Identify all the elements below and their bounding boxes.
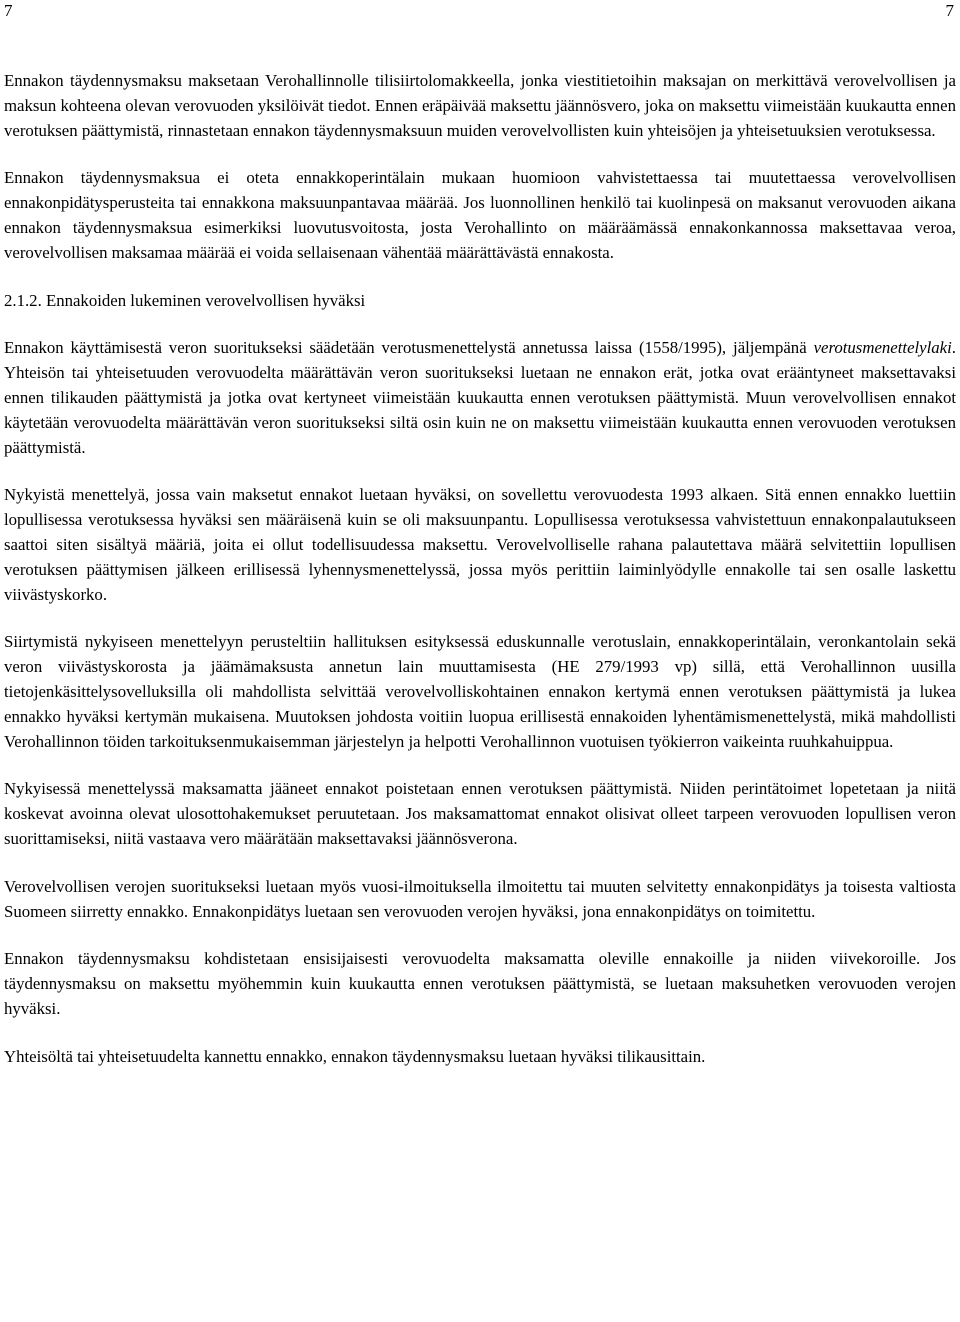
paragraph-3 bbox=[4, 336, 956, 460]
paragraph-3-italic-term: verotusmenettelylaki bbox=[813, 338, 952, 358]
paragraph-4: Nykyistä menettelyä, jossa vain maksetut ennakot luetaan hyväksi, on sovellettu verovuodesta 1993 alkaen. Sitä ennen ennakko luettiin lopullisessa verotuksessa hyväksi sen määräisenä kuin se oli maksuunpantu. Lopullisessa verotuksessa vahvistettuun ennakonpalautukseen saattoi siten sisältyä määriä, joita ei ollut todellisuudessa maksettu. Verovelvolliselle rahana palautettava määrä selvitettiin lopullisen verotuksen päättymisen jälkeen erillisessä lyhennysmenettelyssä, jossa myös perittiin laiminlyödylle ennakolle tai sen osalle laskettu viivästyskorko. bbox=[4, 485, 956, 604]
paragraph-3-part-2: . Yhteisön tai yhteisetuuden verovuodelta määrättävän veron suoritukseksi luetaan ne ennakon erät, jotka ovat erääntyneet maksettavaksi ennen tilikauden päättymistä ja jotka ovat kertyneet viimeistään kuukautta ennen verotuksen päättymistä. Muun verovelvollisen ennakot käytetään verovuodelta määrättävän veron suoritukseksi siltä osin kuin ne on maksettu viimeistään kuukautta ennen verovuoden verotuksen päättymistä. bbox=[4, 338, 956, 457]
paragraph-1: Ennakon täydennysmaksu maksetaan Verohallinnolle tilisiirtolomakkeella, jonka viestitietoihin maksajan on merkittävä verovelvollisen ja maksun kohteena olevan verovuoden yksilöivät tiedot. Ennen eräpäivää maksettu jäännösvero, joka on maksettu viimeistään kuukautta ennen verotuksen päättymistä, rinnastetaan ennakon täydennysmaksuun muiden verovelvollisten kuin yhteisöjen ja yhteisetuuksien verotuksessa. bbox=[4, 71, 956, 140]
document-body bbox=[4, 69, 956, 1093]
page-number-right: 7 bbox=[945, 1, 954, 20]
paragraph-3-part-1: Ennakon käyttämisestä veron suoritukseksi säädetään verotusmenettelystä annetussa laissa (1558/1995), jäljempänä bbox=[4, 338, 814, 358]
paragraph-9: Yhteisöltä tai yhteisetuudelta kannettu ennakko, ennakon täydennysmaksu luetaan hyväksi tilikausittain. bbox=[4, 1046, 706, 1066]
paragraph-5: Siirtymistä nykyiseen menettelyyn perusteltiin hallituksen esityksessä eduskunnalle verotuslain, ennakkoperintälain, veronkantolain sekä veron viivästyskorosta ja jäämämaksusta annetun lain muuttamisesta (HE 279/1993 vp) sillä, että Verohallinnon uusilla tietojenkäsittelysovelluksilla oli mahdollista selvittää verovelvolliskohtainen ennakon kertymä ennen verotuksen päättymistä ja lukea ennakko hyväksi kertymän mukaisena. Muutoksen johdosta voitiin luopua erillisestä ennakoiden lyhentämismenettelystä, mikä mahdollisti Verohallinnon töiden tarkoituksenmukaisemman järjestelyn ja helpotti Verohallinnon vuotuisen työkierron vaikeinta ruuhkahuippua. bbox=[4, 632, 956, 751]
paragraph-7: Verovelvollisen verojen suoritukseksi luetaan myös vuosi-ilmoituksella ilmoitettu tai muuten selvitetty ennakonpidätys ja toisesta valtiosta Suomeen siirretty ennakko. Ennakonpidätys luetaan sen verovuoden verojen hyväksi, jona ennakonpidätys on toimitettu. bbox=[4, 876, 956, 921]
paragraph-6: Nykyisessä menettelyssä maksamatta jääneet ennakot poistetaan ennen verotuksen päättymistä. Niiden perintätoimet lopetetaan ja niitä koskevat avoinna olevat ulosottohakemukset peruutetaan. Jos maksamattomat ennakot olisivat olleet tarpeen verovuoden lopullisen veron suorittamiseksi, niitä vastaava vero määrätään maksettavaksi jäännösverona. bbox=[4, 779, 956, 848]
paragraph-8: Ennakon täydennysmaksu kohdistetaan ensisijaisesti verovuodelta maksamatta oleville ennakoille ja niiden viivekoroille. Jos täydennysmaksu on maksettu myöhemmin kuin kuukautta ennen verotuksen päättymistä, se luetaan maksuhetken verovuoden verojen hyväksi. bbox=[4, 949, 956, 1018]
section-heading: 2.1.2. Ennakoiden lukeminen verovelvollisen hyväksi bbox=[4, 290, 366, 310]
paragraph-2: Ennakon täydennysmaksua ei oteta ennakkoperintälain mukaan huomioon vahvistettaessa tai muutettaessa verovelvollisen ennakonpidätysperusteita tai ennakkona maksuunpantavaa määrää. Jos luonnollinen henkilö tai kuolinpesä on maksanut verovuoden aikana ennakon täydennysmaksua esimerkiksi luovutusvoitosta, josta Verohallinto on määräämässä ennakonkannossa maksettavaa veroa, verovelvollisen maksamaa määrää ei voida sellaisenaan vähentää määrättävästä ennakosta. bbox=[4, 168, 956, 262]
page-number-left: 7 bbox=[4, 1, 13, 20]
